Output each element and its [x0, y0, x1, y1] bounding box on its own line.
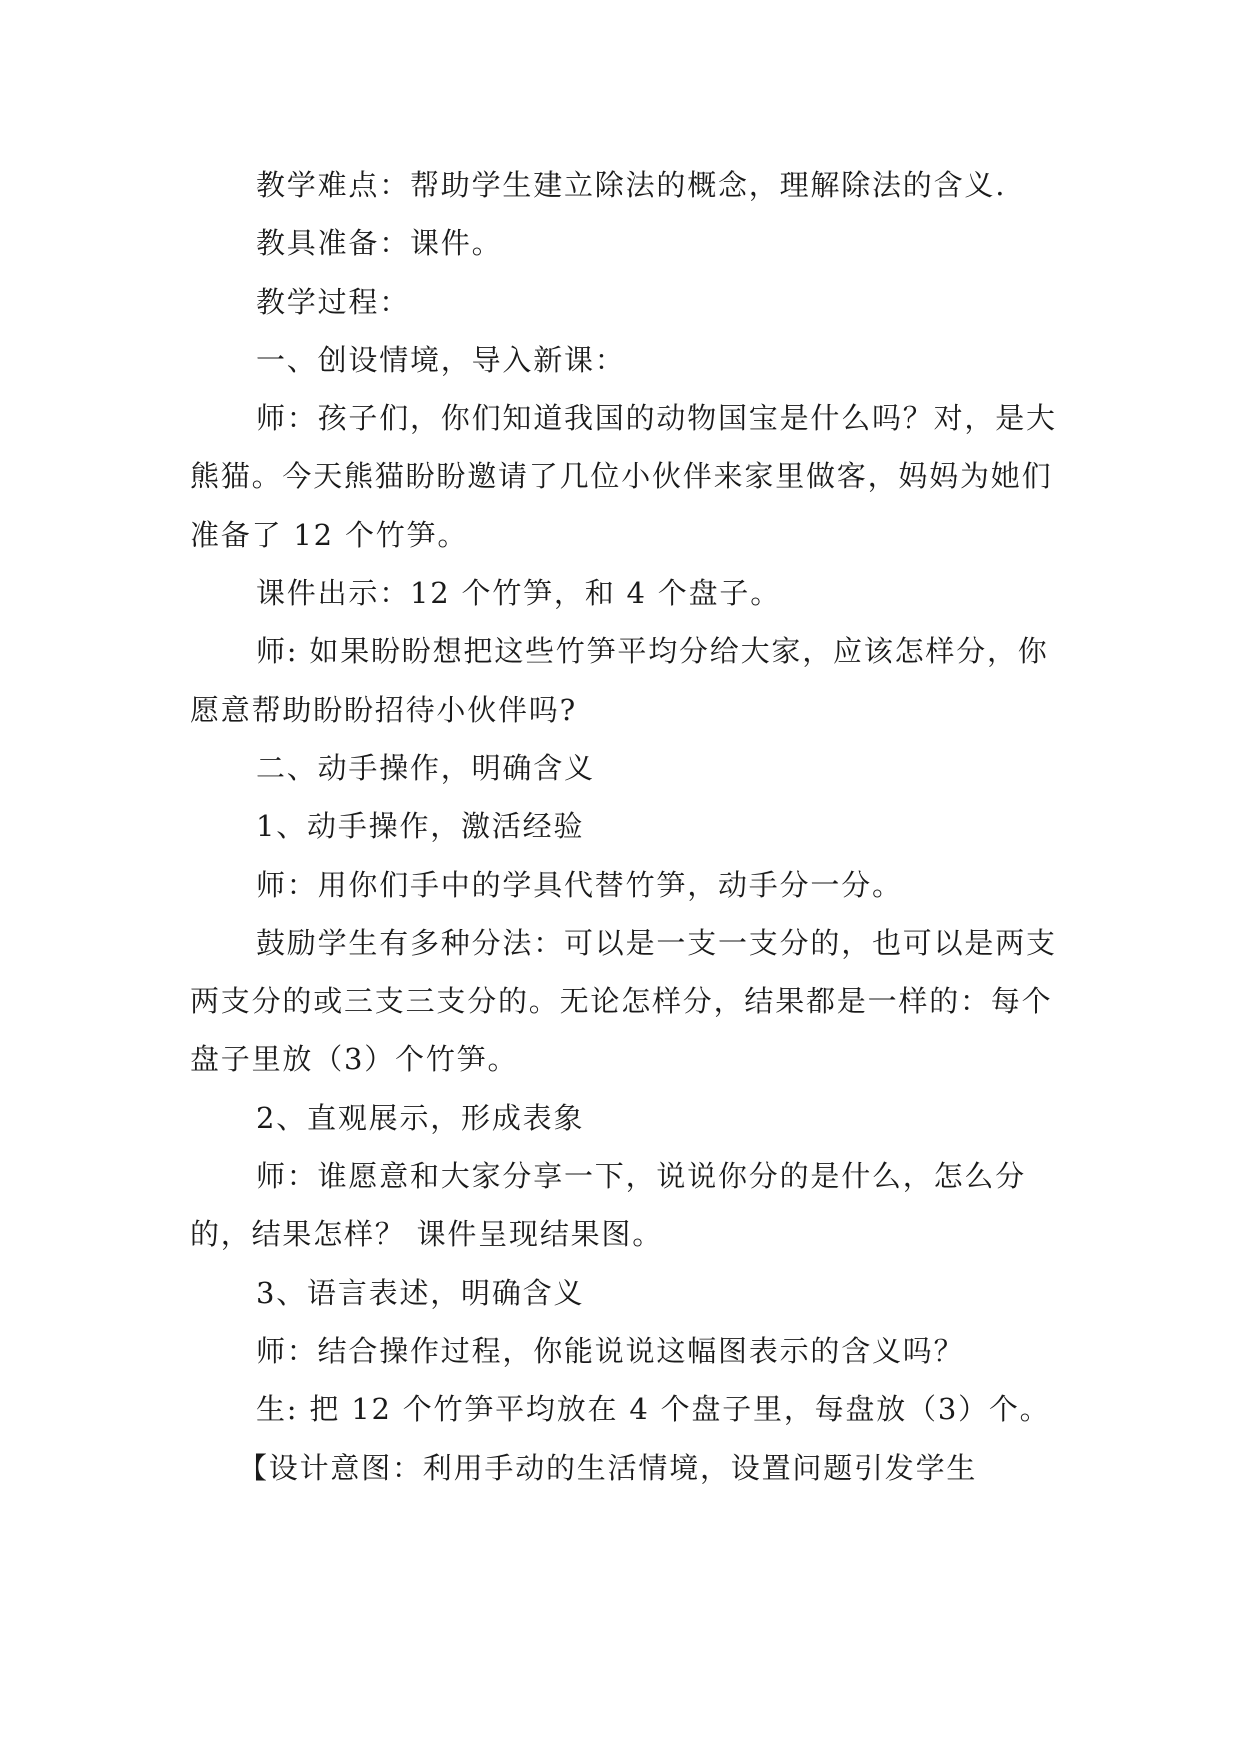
paragraph-design-intent: 【设计意图：利用手动的生活情境，设置问题引发学生: [238, 1450, 978, 1485]
section-heading-2: 二、动手操作，明确含义: [256, 750, 595, 785]
paragraph-teacher-share: 师：谁愿意和大家分享一下，说说你分的是什么，怎么分的，结果怎样？ 课件呈现结果图。: [190, 1159, 1027, 1252]
document-body: [190, 156, 1060, 1497]
paragraph-teaching-process: 教学过程：: [256, 284, 411, 319]
subsection-heading-3: 3、语言表述，明确含义: [256, 1275, 585, 1310]
subsection-heading-1: 1、动手操作，激活经验: [256, 809, 585, 844]
paragraph-teaching-aids: 教具准备：课件。: [256, 226, 503, 261]
paragraph-teacher-hands-on: 师：用你们手中的学具代替竹笋，动手分一分。: [256, 867, 903, 902]
paragraph-teaching-difficulty: 教学难点：帮助学生建立除法的概念，理解除法的含义.: [256, 168, 1007, 202]
paragraph-courseware-show: 课件出示：12 个竹笋，和 4 个盘子。: [256, 576, 782, 611]
paragraph-encourage-methods: 鼓励学生有多种分法：可以是一支一支分的，也可以是两支两支分的或三支三支分的。无论怎样分，结果都是一样的：每个盘子里放（3）个竹笋。: [190, 925, 1057, 1077]
paragraph-teacher-meaning: 师：结合操作过程，你能说说这幅图表示的含义吗？: [256, 1333, 965, 1368]
paragraph-teacher-intro: 师：孩子们，你们知道我国的动物国宝是什么吗？对，是大熊猫。今天熊猫盼盼邀请了几位小伙伴来家里做客，妈妈为她们准备了 12 个竹笋。: [190, 401, 1057, 552]
subsection-heading-2: 2、直观展示，形成表象: [256, 1100, 585, 1135]
paragraph-teacher-question: 师: 如果盼盼想把这些竹笋平均分给大家，应该怎样分，你愿意帮助盼盼招待小伙伴吗?: [190, 634, 1049, 727]
section-heading-1: 一、创设情境，导入新课：: [256, 342, 626, 377]
paragraph-student-answer: 生: 把 12 个竹笋平均放在 4 个盘子里，每盘放（3）个。: [256, 1392, 1051, 1427]
